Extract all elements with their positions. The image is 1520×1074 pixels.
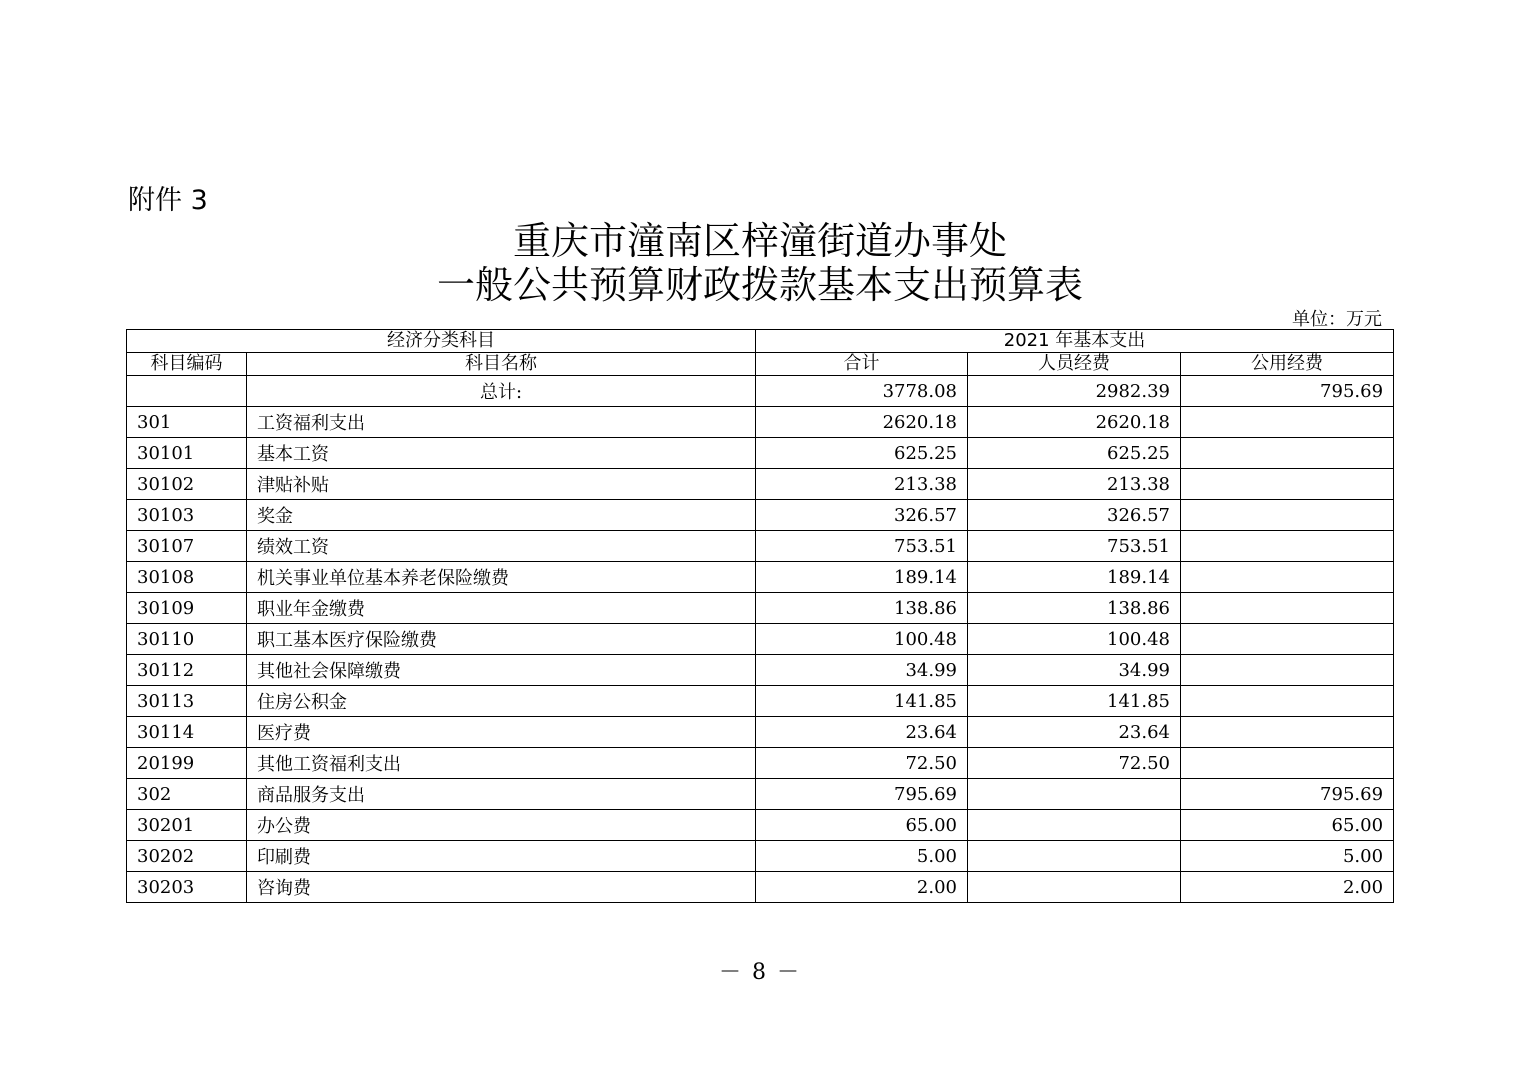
table-row xyxy=(127,562,1394,593)
cell-total: 213.38 xyxy=(756,469,968,500)
cell-name: 职业年金缴费 xyxy=(247,593,756,624)
table-row xyxy=(127,593,1394,624)
cell-public xyxy=(1181,748,1394,779)
cell-public xyxy=(1181,438,1394,469)
header-econ-category: 经济分类科目 xyxy=(127,330,756,353)
cell-name: 津贴补贴 xyxy=(247,469,756,500)
cell-name: 机关事业单位基本养老保险缴费 xyxy=(247,562,756,593)
cell-code: 30201 xyxy=(127,810,247,841)
cell-total: 326.57 xyxy=(756,500,968,531)
cell-name: 其他社会保障缴费 xyxy=(247,655,756,686)
table-row xyxy=(127,779,1394,810)
cell-personnel: 326.57 xyxy=(968,500,1181,531)
cell-code: 30109 xyxy=(127,593,247,624)
cell-code: 30107 xyxy=(127,531,247,562)
cell-personnel xyxy=(968,810,1181,841)
cell-public: 2.00 xyxy=(1181,872,1394,903)
cell-total: 3778.08 xyxy=(756,376,968,407)
unit-label: 单位：万元 xyxy=(1292,309,1382,330)
table-row xyxy=(127,531,1394,562)
table-row xyxy=(127,810,1394,841)
cell-public xyxy=(1181,686,1394,717)
cell-public xyxy=(1181,593,1394,624)
cell-code: 30203 xyxy=(127,872,247,903)
cell-public xyxy=(1181,717,1394,748)
header-personnel: 人员经费 xyxy=(968,353,1181,376)
cell-total: 65.00 xyxy=(756,810,968,841)
table-row xyxy=(127,686,1394,717)
cell-personnel: 34.99 xyxy=(968,655,1181,686)
attachment-label: 附件 3 xyxy=(128,185,208,216)
cell-public: 795.69 xyxy=(1181,376,1394,407)
cell-personnel: 625.25 xyxy=(968,438,1181,469)
cell-name: 职工基本医疗保险缴费 xyxy=(247,624,756,655)
table-row xyxy=(127,872,1394,903)
cell-code: 302 xyxy=(127,779,247,810)
cell-public: 65.00 xyxy=(1181,810,1394,841)
cell-total: 795.69 xyxy=(756,779,968,810)
cell-code: 30202 xyxy=(127,841,247,872)
cell-total: 2620.18 xyxy=(756,407,968,438)
header-name: 科目名称 xyxy=(247,353,756,376)
cell-name: 医疗费 xyxy=(247,717,756,748)
cell-public xyxy=(1181,624,1394,655)
cell-code: 30108 xyxy=(127,562,247,593)
cell-public xyxy=(1181,562,1394,593)
cell-name: 住房公积金 xyxy=(247,686,756,717)
cell-personnel: 753.51 xyxy=(968,531,1181,562)
cell-code: 30112 xyxy=(127,655,247,686)
table-row xyxy=(127,438,1394,469)
cell-code: 30103 xyxy=(127,500,247,531)
cell-name: 总计: xyxy=(247,376,756,407)
cell-name: 绩效工资 xyxy=(247,531,756,562)
cell-code: 30110 xyxy=(127,624,247,655)
cell-name: 咨询费 xyxy=(247,872,756,903)
cell-personnel: 100.48 xyxy=(968,624,1181,655)
cell-total: 753.51 xyxy=(756,531,968,562)
document-title-line-1: 重庆市潼南区梓潼街道办事处 xyxy=(512,219,1007,263)
cell-total: 141.85 xyxy=(756,686,968,717)
cell-name: 商品服务支出 xyxy=(247,779,756,810)
cell-name: 工资福利支出 xyxy=(247,407,756,438)
table-row xyxy=(127,748,1394,779)
cell-total: 625.25 xyxy=(756,438,968,469)
header-total: 合计 xyxy=(756,353,968,376)
header-basic-expense: 2021 年基本支出 xyxy=(756,330,1394,353)
cell-name: 基本工资 xyxy=(247,438,756,469)
table-row xyxy=(127,469,1394,500)
cell-public xyxy=(1181,500,1394,531)
cell-total: 100.48 xyxy=(756,624,968,655)
table-row xyxy=(127,624,1394,655)
cell-personnel: 141.85 xyxy=(968,686,1181,717)
table-body xyxy=(127,376,1394,903)
table-row xyxy=(127,841,1394,872)
cell-name: 其他工资福利支出 xyxy=(247,748,756,779)
group-header-row xyxy=(127,330,1394,353)
budget-table xyxy=(126,329,1394,903)
cell-code: 30114 xyxy=(127,717,247,748)
header-code: 科目编码 xyxy=(127,353,247,376)
cell-public xyxy=(1181,531,1394,562)
cell-personnel: 23.64 xyxy=(968,717,1181,748)
cell-name: 印刷费 xyxy=(247,841,756,872)
cell-public: 795.69 xyxy=(1181,779,1394,810)
cell-public: 5.00 xyxy=(1181,841,1394,872)
cell-name: 奖金 xyxy=(247,500,756,531)
cell-personnel: 72.50 xyxy=(968,748,1181,779)
cell-code: 20199 xyxy=(127,748,247,779)
table-row xyxy=(127,717,1394,748)
cell-total: 2.00 xyxy=(756,872,968,903)
cell-personnel: 2620.18 xyxy=(968,407,1181,438)
cell-personnel: 213.38 xyxy=(968,469,1181,500)
cell-personnel: 138.86 xyxy=(968,593,1181,624)
cell-code xyxy=(127,376,247,407)
column-header-row xyxy=(127,353,1394,376)
cell-public xyxy=(1181,469,1394,500)
cell-total: 72.50 xyxy=(756,748,968,779)
table-row xyxy=(127,655,1394,686)
cell-code: 301 xyxy=(127,407,247,438)
cell-personnel xyxy=(968,779,1181,810)
cell-personnel: 2982.39 xyxy=(968,376,1181,407)
cell-public xyxy=(1181,407,1394,438)
table-row xyxy=(127,500,1394,531)
header-public: 公用经费 xyxy=(1181,353,1394,376)
cell-personnel xyxy=(968,841,1181,872)
cell-total: 34.99 xyxy=(756,655,968,686)
cell-code: 30101 xyxy=(127,438,247,469)
cell-personnel: 189.14 xyxy=(968,562,1181,593)
cell-personnel xyxy=(968,872,1181,903)
cell-public xyxy=(1181,655,1394,686)
cell-total: 138.86 xyxy=(756,593,968,624)
cell-name: 办公费 xyxy=(247,810,756,841)
cell-total: 5.00 xyxy=(756,841,968,872)
document-title-line-2: 一般公共预算财政拨款基本支出预算表 xyxy=(436,263,1083,307)
cell-code: 30102 xyxy=(127,469,247,500)
table-row xyxy=(127,407,1394,438)
cell-total: 23.64 xyxy=(756,717,968,748)
page-number: － 8 － xyxy=(719,960,801,985)
cell-total: 189.14 xyxy=(756,562,968,593)
cell-code: 30113 xyxy=(127,686,247,717)
total-row xyxy=(127,376,1394,407)
